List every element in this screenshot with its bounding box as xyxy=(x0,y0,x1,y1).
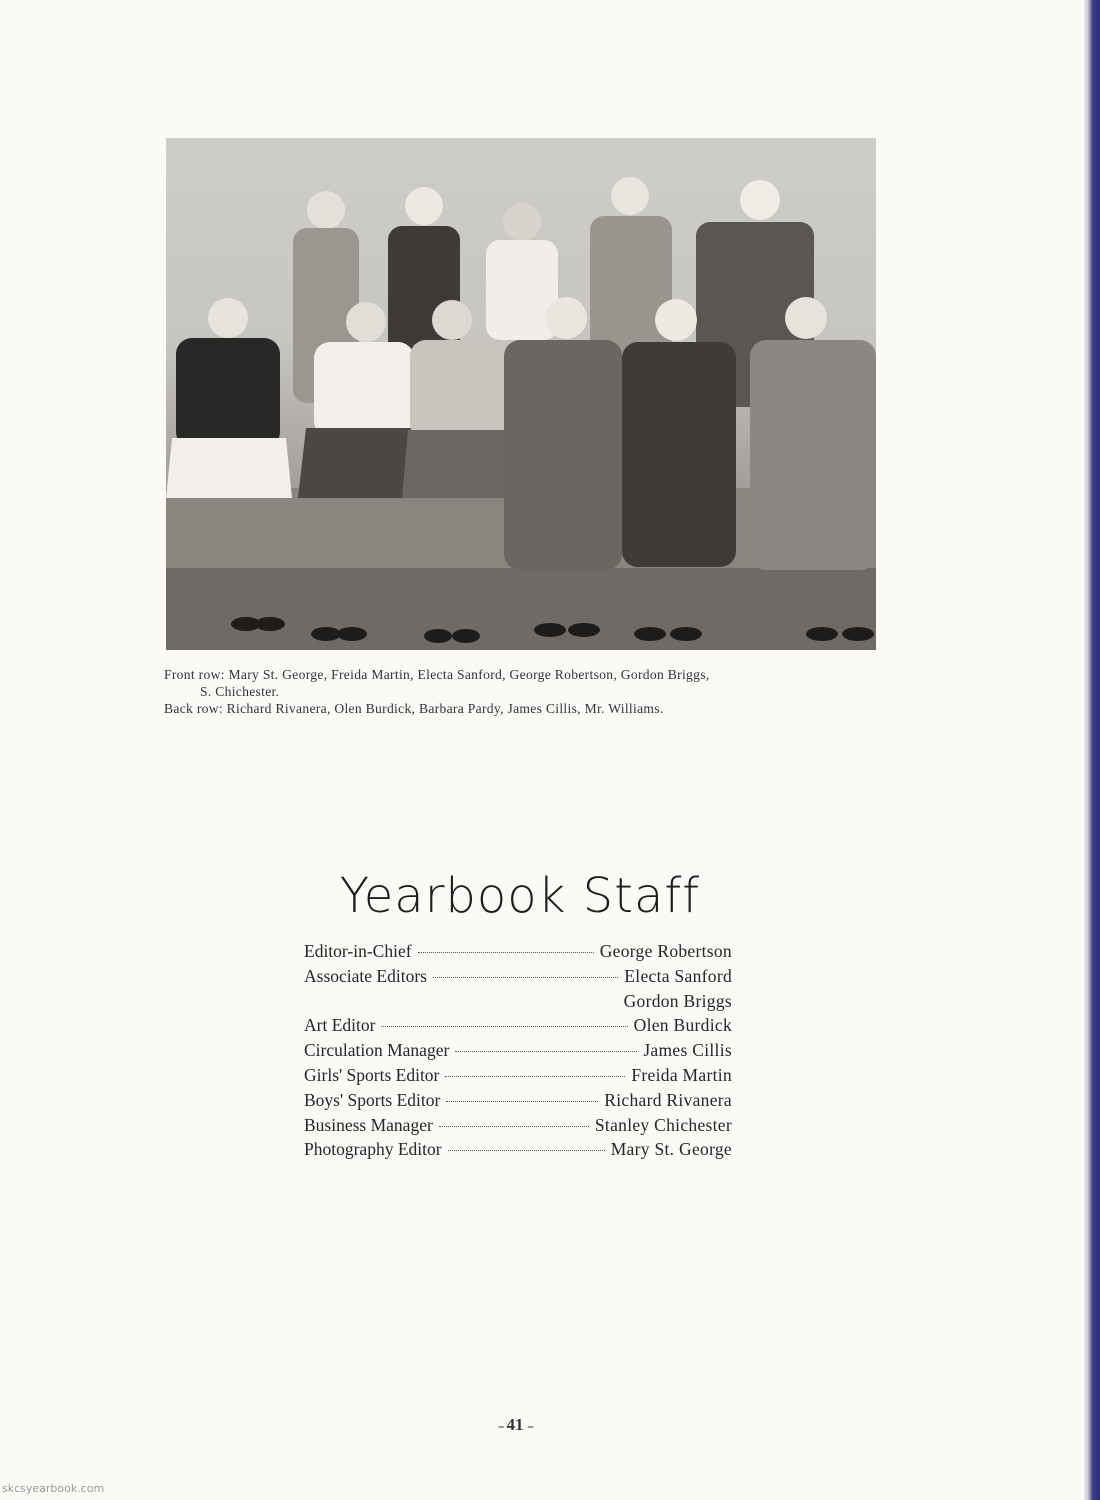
staff-name: Mary St. George xyxy=(610,1139,732,1160)
caption-front-row: Front row: Mary St. George, Freida Martin, Electa Sanford, George Robertson, Gordon Briggs, xyxy=(164,667,710,682)
dot-leader xyxy=(381,1026,627,1027)
caption-back-row: Back row: Richard Rivanera, Olen Burdick, Barbara Pardy, James Cillis, Mr. Williams. xyxy=(164,701,664,716)
page-title: Yearbook Staff xyxy=(339,868,701,924)
staff-role: Boys' Sports Editor xyxy=(304,1089,441,1110)
staff-row xyxy=(304,1065,732,1090)
caption-front-row-cont: S. Chichester. xyxy=(200,684,280,699)
staff-name: Olen Burdick xyxy=(633,1015,732,1036)
staff-row xyxy=(304,966,732,991)
staff-list xyxy=(304,941,732,1164)
dot-leader xyxy=(455,1051,637,1052)
staff-name: James Cillis xyxy=(643,1040,732,1061)
staff-name: Richard Rivanera xyxy=(604,1089,732,1110)
staff-name: Freida Martin xyxy=(631,1064,732,1085)
group-photo xyxy=(166,138,876,650)
page-number xyxy=(470,1415,560,1435)
staff-row xyxy=(304,991,732,1016)
watermark: skcsyearbook.com xyxy=(2,1482,105,1495)
staff-name: George Robertson xyxy=(599,941,732,961)
staff-row xyxy=(304,1139,732,1164)
staff-name: Stanley Chichester xyxy=(594,1114,732,1135)
staff-row xyxy=(304,1115,732,1140)
photo-caption xyxy=(164,666,884,717)
page-number-value: 41 xyxy=(506,1415,524,1434)
dot-leader xyxy=(445,1076,625,1077)
staff-row xyxy=(304,1090,732,1115)
staff-role: Editor-in-Chief xyxy=(304,941,412,961)
ornament-right: ‑‑ xyxy=(527,1419,532,1433)
staff-role: Associate Editors xyxy=(304,965,427,986)
staff-name: Gordon Briggs xyxy=(623,990,732,1011)
ornament-left: ‑‑ xyxy=(498,1419,503,1433)
staff-role: Art Editor xyxy=(304,1015,376,1036)
staff-row xyxy=(304,941,732,966)
staff-role: Circulation Manager xyxy=(304,1040,450,1061)
staff-role: Photography Editor xyxy=(304,1139,442,1160)
dot-leader xyxy=(448,1150,605,1151)
staff-row xyxy=(304,1015,732,1040)
binding-edge xyxy=(1084,0,1100,1500)
staff-name: Electa Sanford xyxy=(624,965,732,986)
dot-leader xyxy=(439,1126,589,1127)
staff-row xyxy=(304,1040,732,1065)
dot-leader xyxy=(446,1101,598,1102)
staff-role: Business Manager xyxy=(304,1114,433,1135)
dot-leader xyxy=(433,977,618,978)
dot-leader xyxy=(418,952,594,953)
staff-role: Girls' Sports Editor xyxy=(304,1064,440,1085)
